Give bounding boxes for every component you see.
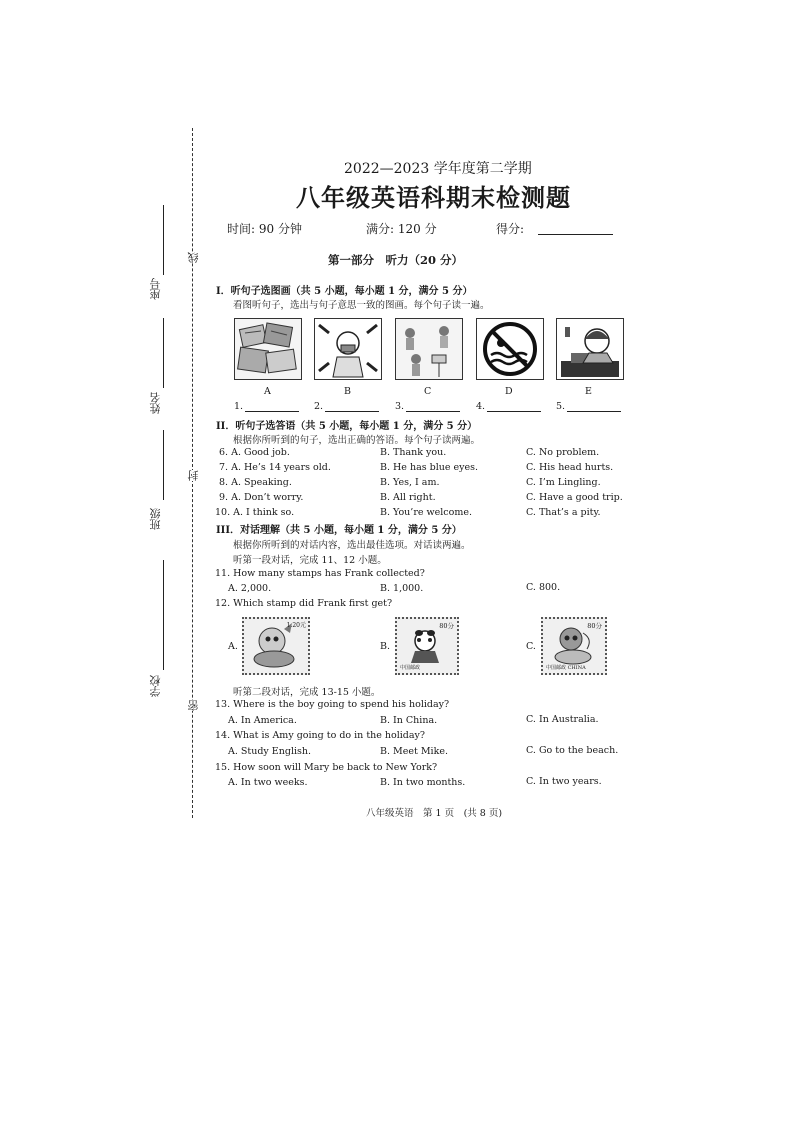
answer-blank-4[interactable] [487, 411, 541, 412]
dialogue-2-instruction: 听第二段对话，完成 13-15 小题。 [233, 687, 381, 698]
q14-option-c[interactable]: C. Go to the beach. [526, 745, 619, 756]
q9-option-a[interactable]: 9. A. Don’t worry. [219, 492, 304, 503]
dialogue-1-instruction: 听第一段对话，完成 11、12 小题。 [233, 555, 387, 566]
q10-option-c[interactable]: C. That’s a pity. [526, 507, 601, 518]
stamp-b-image[interactable] [395, 617, 459, 675]
q15-option-a[interactable]: A. In two weeks. [228, 777, 308, 788]
answer-blank-1[interactable] [245, 411, 299, 412]
stamp-c-value: 80分 [587, 622, 602, 630]
q6-option-b[interactable]: B. Thank you. [380, 447, 447, 458]
score-blank[interactable] [538, 234, 613, 235]
q13-option-b[interactable]: B. In China. [380, 715, 438, 726]
answer-blank-5[interactable] [567, 411, 621, 412]
q12-option-a-letter[interactable]: A. [228, 641, 238, 652]
q10-option-b[interactable]: B. You’re welcome. [380, 507, 472, 518]
page-footer: 八年级英语 第 1 页 (共 8 页) [366, 808, 503, 819]
time-info: 时间: 90 分钟 [227, 222, 302, 236]
answer-number-3: 3. [395, 401, 405, 412]
q12-question: 12. Which stamp did Frank first get? [215, 598, 393, 609]
q12-option-c-letter[interactable]: C. [526, 641, 536, 652]
seat-label: 座号 [149, 278, 162, 300]
section-2-instruction: 根据你所听到的句子，选出正确的答语。每个句子读两遍。 [233, 435, 481, 446]
q14-question: 14. What is Amy going to do in the holiday? [215, 730, 426, 741]
picture-letter-a: A [264, 386, 271, 397]
name-label: 姓名 [149, 392, 162, 414]
name-blank[interactable] [163, 318, 164, 388]
school-blank[interactable] [163, 560, 164, 670]
picture-a-newspapers [234, 318, 302, 380]
stamp-c-image[interactable] [541, 617, 607, 675]
q15-option-c[interactable]: C. In two years. [526, 776, 602, 787]
q6-option-a[interactable]: 6. A. Good job. [219, 447, 290, 458]
seal-char-1: 线 [187, 252, 200, 263]
picture-e-girl-with-headset [556, 318, 624, 380]
answer-number-5: 5. [556, 401, 566, 412]
section-1-instruction: 看图听句子，选出与句子意思一致的图画。每个句子读一遍。 [233, 300, 490, 311]
q6-option-c[interactable]: C. No problem. [526, 447, 600, 458]
q13-question: 13. Where is the boy going to spend his holiday? [215, 699, 450, 710]
q10-option-a[interactable]: 10. A. I think so. [215, 507, 295, 518]
stamp-b-value: 80分 [439, 622, 454, 630]
q11-option-b[interactable]: B. 1,000. [380, 583, 424, 594]
q11-option-a[interactable]: A. 2,000. [228, 583, 272, 594]
section-2-heading: II．听句子选答语（共 5 小题，每小题 1 分，满分 5 分） [216, 421, 478, 432]
q9-option-c[interactable]: C. Have a good trip. [526, 492, 623, 503]
school-label: 学校 [149, 675, 162, 697]
q13-option-c[interactable]: C. In Australia. [526, 714, 599, 725]
q13-option-a[interactable]: A. In America. [228, 715, 297, 726]
class-label: 班级 [149, 508, 162, 530]
score-label: 得分: [496, 222, 525, 236]
answer-number-4: 4. [476, 401, 486, 412]
picture-d-no-swimming-icon [476, 318, 544, 380]
stamp-c-country: 中国邮政 CHINA [546, 665, 586, 671]
stamp-a-image[interactable] [242, 617, 310, 675]
picture-letter-c: C [424, 386, 432, 397]
answer-blank-2[interactable] [325, 411, 379, 412]
q15-question: 15. How soon will Mary be back to New York? [215, 762, 438, 773]
answer-blank-3[interactable] [406, 411, 460, 412]
year-title: 2022—2023 学年度第二学期 [344, 161, 532, 177]
stamp-a-value: 1.20元 [286, 622, 306, 629]
q8-option-c[interactable]: C. I’m Lingling. [526, 477, 601, 488]
seat-blank[interactable] [163, 205, 164, 275]
section-1-heading: I．听句子选图画（共 5 小题，每小题 1 分，满分 5 分） [216, 286, 473, 297]
answer-number-1: 1. [234, 401, 244, 412]
q7-option-c[interactable]: C. His head hurts. [526, 462, 614, 473]
stamp-b-country: 中国邮政 [400, 665, 421, 671]
section-3-instruction: 根据你所听到的对话内容，选出最佳选项。对话读两遍。 [233, 540, 471, 551]
part-one-title: 第一部分 听力（20 分） [328, 253, 464, 267]
picture-letter-e: E [585, 386, 592, 397]
main-title: 八年级英语科期末检测题 [296, 183, 571, 212]
q7-option-a[interactable]: 7. A. He’s 14 years old. [219, 462, 331, 473]
answer-number-2: 2. [314, 401, 324, 412]
q8-option-a[interactable]: 8. A. Speaking. [219, 477, 292, 488]
section-3-heading: III．对话理解（共 5 小题，每小题 1 分，满分 5 分） [216, 525, 462, 536]
full-score-info: 满分: 120 分 [366, 222, 437, 236]
q14-option-b[interactable]: B. Meet Mike. [380, 746, 448, 757]
q9-option-b[interactable]: B. All right. [380, 492, 436, 503]
q7-option-b[interactable]: B. He has blue eyes. [380, 462, 479, 473]
q14-option-a[interactable]: A. Study English. [228, 746, 312, 757]
q15-option-b[interactable]: B. In two months. [380, 777, 466, 788]
q11-option-c[interactable]: C. 800. [526, 582, 561, 593]
q8-option-b[interactable]: B. Yes, I am. [380, 477, 440, 488]
class-blank[interactable] [163, 430, 164, 500]
picture-letter-d: D [505, 386, 513, 397]
seal-char-3: 密 [187, 700, 200, 711]
picture-b-sick-boy [314, 318, 382, 380]
picture-c-people-scene [395, 318, 463, 380]
seal-char-2: 封 [187, 470, 200, 481]
q12-option-b-letter[interactable]: B. [380, 641, 391, 652]
picture-letter-b: B [344, 386, 351, 397]
q11-question: 11. How many stamps has Frank collected? [215, 568, 425, 579]
